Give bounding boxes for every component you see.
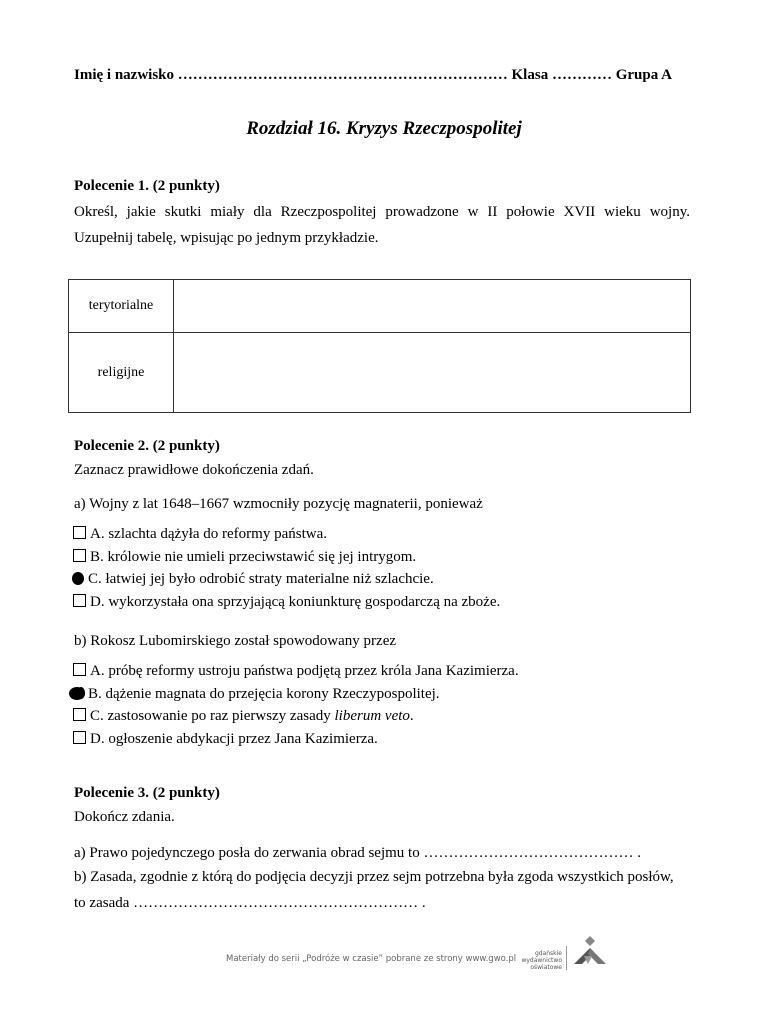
option-b-B[interactable] (73, 686, 440, 703)
option-text-end: . (409, 708, 414, 724)
question-a: a) Wojny z lat 1648–1667 wzmocniły pozycję magnaterii, ponieważ (74, 496, 483, 512)
student-info-line (74, 67, 690, 84)
question-b: b) Rokosz Lubomirskiego został spowodowany przez (74, 633, 397, 649)
checkbox-icon[interactable] (73, 708, 86, 721)
checkbox-checked-icon[interactable] (73, 573, 84, 584)
checkbox-icon[interactable] (73, 526, 86, 539)
gwo-logo-icon (570, 934, 610, 972)
task3-heading: Polecenie 3. (2 punkty) (74, 785, 220, 801)
option-b-A[interactable] (73, 663, 519, 680)
table-row (69, 333, 691, 413)
row-label-territorial: terytorialne (69, 280, 174, 333)
answer-cell-religious[interactable] (174, 333, 691, 413)
task1-text: Określ, jakie skutki miały dla Rzeczpospolitej prowadzone w II połowie XVII wieku wojny. Uzupełnij tabelę, wpisując po jednym przykładzie. (74, 204, 690, 246)
option-text: C. łatwiej jej było odrobić straty materialne niż szlachcie. (88, 571, 434, 587)
checkbox-checked-icon[interactable] (73, 688, 84, 699)
answer-cell-territorial[interactable] (174, 280, 691, 333)
option-text: A. szlachta dążyła do reformy państwa. (90, 526, 327, 542)
task1-heading: Polecenie 1. (2 punkty) (74, 178, 220, 194)
publisher-name-line: oświatowe (530, 964, 562, 971)
option-text: D. ogłoszenie abdykacji przez Jana Kazimierza. (90, 731, 378, 747)
publisher-name-line: wydawnictwo (521, 957, 562, 964)
option-a-B[interactable] (73, 549, 416, 566)
option-text: D. wykorzystała ona sprzyjającą koniunkturę gospodarczą na zboże. (90, 594, 501, 610)
task2-instruction: Zaznacz prawidłowe dokończenia zdań. (74, 462, 314, 478)
table-row (69, 280, 691, 333)
name-dots: ………………………………………………………… (177, 67, 508, 83)
checkbox-icon[interactable] (73, 549, 86, 562)
option-b-C[interactable] (73, 708, 414, 725)
class-dots: ………… (551, 67, 612, 83)
option-text: B. królowie nie umieli przeciwstawić się jej intrygom. (90, 549, 417, 565)
option-a-C[interactable] (73, 571, 434, 588)
sentence-a: a) Prawo pojedynczego posła do zerwania obrad sejmu to …………………………………… . (74, 845, 641, 861)
task2-heading: Polecenie 2. (2 punkty) (74, 438, 220, 454)
checkbox-icon[interactable] (73, 663, 86, 676)
sentence-b-line1: b) Zasada, zgodnie z którą do podjęcia decyzji przez sejm potrzebna była zgoda wszystkich posłów, (74, 869, 674, 885)
task3-instruction: Dokończ zdania. (74, 809, 175, 825)
option-text: C. zastosowanie po raz pierwszy zasady (90, 708, 335, 724)
sentence-b-line2: to zasada ………………………………………………… . (74, 895, 426, 911)
checkbox-icon[interactable] (73, 731, 86, 744)
option-b-D[interactable] (73, 731, 378, 748)
checkbox-icon[interactable] (73, 594, 86, 607)
publisher-name (518, 950, 562, 971)
footer-text: Materiały do serii „Podróże w czasie” pobrane ze strony www.gwo.pl (226, 954, 517, 964)
publisher-name-line: gdańskie (534, 950, 562, 957)
class-label: Klasa (511, 67, 549, 83)
option-a-D[interactable] (73, 594, 500, 611)
option-text: A. próbę reformy ustroju państwa podjętą przez króla Jana Kazimierza. (90, 663, 519, 679)
effects-table (68, 279, 691, 413)
row-label-religious: religijne (69, 333, 174, 413)
name-label: Imię i nazwisko (74, 67, 175, 83)
option-text: B. dążenie magnata do przejęcia korony Rzeczypospolitej. (88, 686, 440, 702)
latin-term: liberum veto (334, 708, 410, 724)
group-label: Grupa A (615, 67, 672, 83)
option-a-A[interactable] (73, 526, 327, 543)
logo-divider (566, 946, 567, 970)
page-title: Rozdział 16. Kryzys Rzeczpospolitej (246, 118, 522, 139)
